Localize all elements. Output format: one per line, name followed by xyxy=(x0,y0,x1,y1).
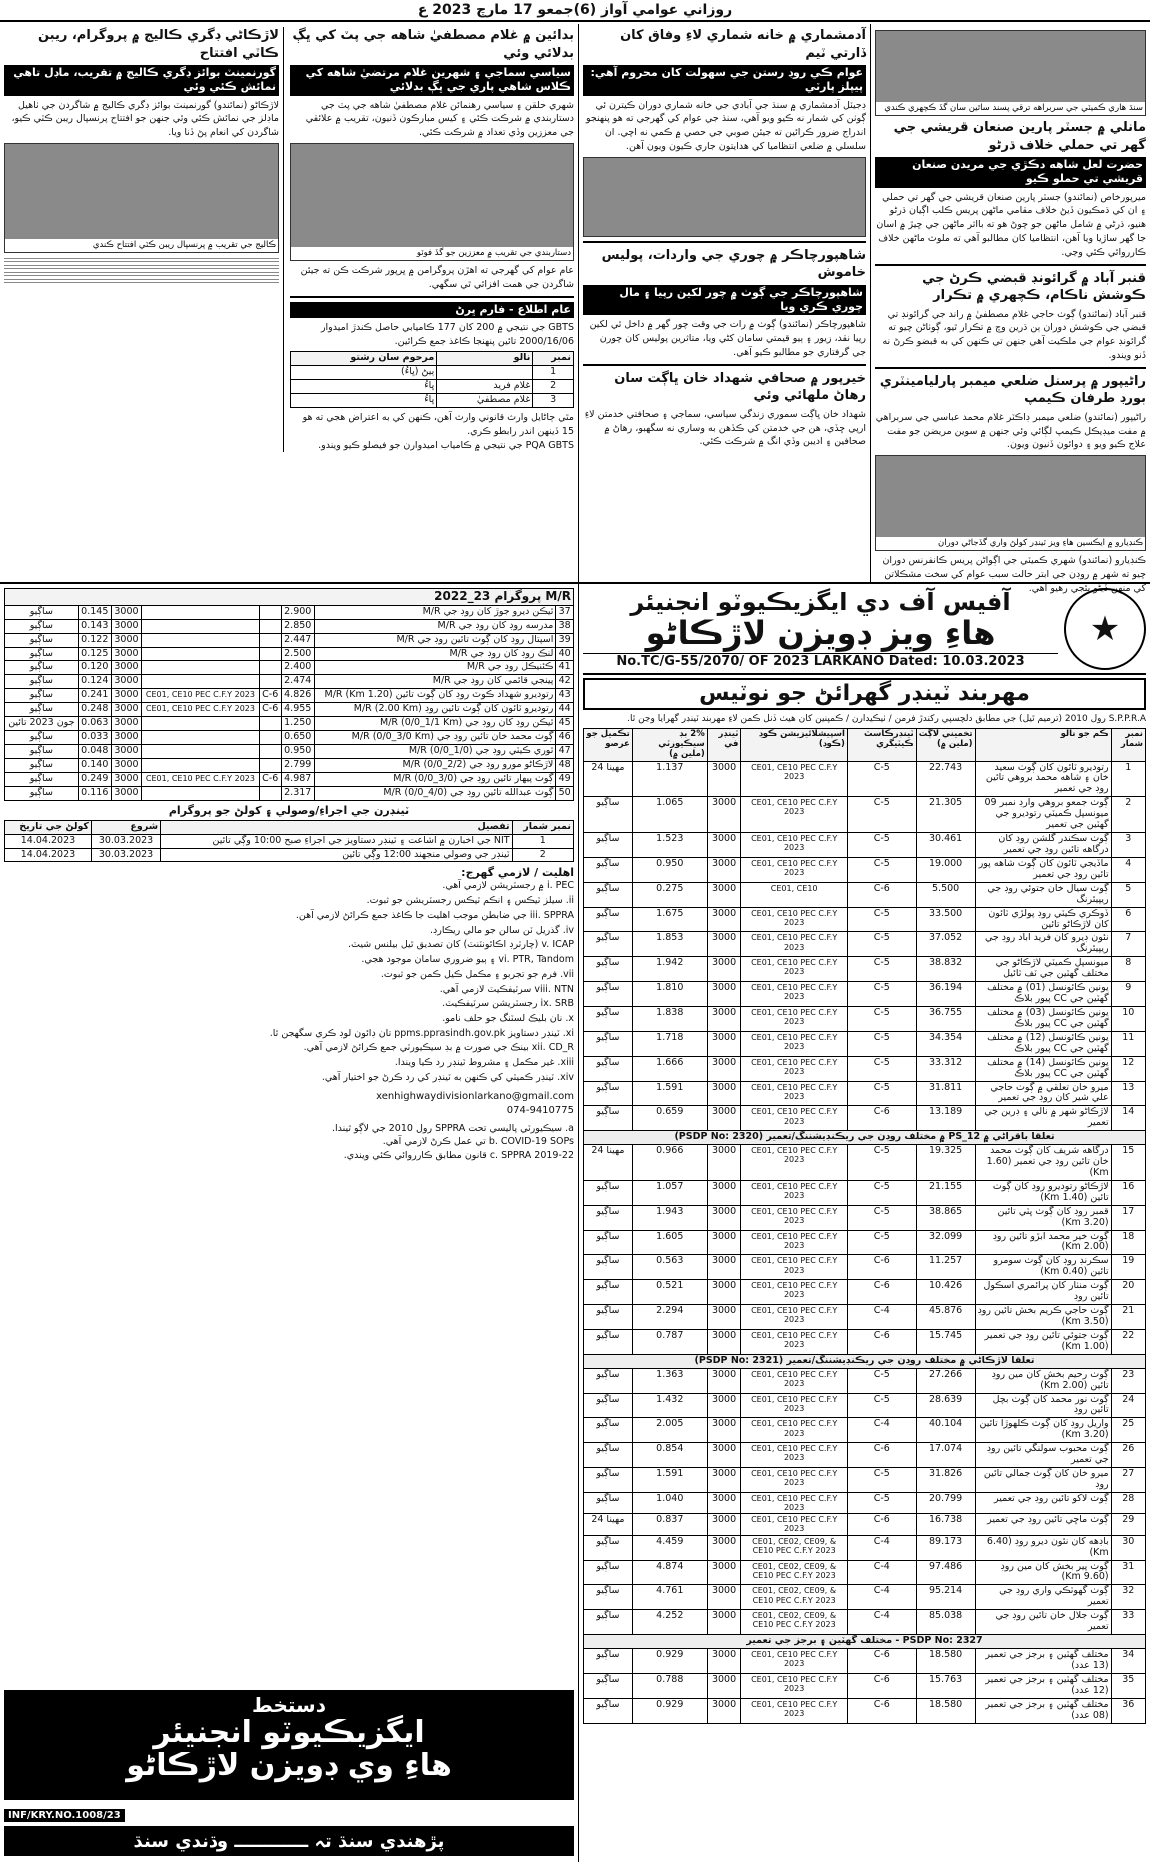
headline: قنبر آباد ۾ گرائونڊ قبضي ڪرڻ جي ڪوشش ناڪام، ڪچهري ۾ تڪرار xyxy=(922,270,1146,304)
tender-main-panel xyxy=(578,584,1150,1862)
table-row: 41 ڪئنيڪل روڊ جي M/R 2.400 3000 0.120 ساڳيو xyxy=(5,661,574,675)
table-row: 38 مدرسه روڊ کان روڊ جي M/R 2.850 3000 0.143 ساڳيو xyxy=(5,619,574,633)
table-row: 7 نئون ڊيرو کان فريد آباد روڊ جي ريپيئرنگ 37.052 C-5 CE01, CE10 PEC C.F.Y 2023 3000 1.853 ساڳيو xyxy=(584,932,1146,957)
column-header: نمبر شمار xyxy=(1111,729,1145,761)
condition-item: viii. NTN سرٽيفڪيٽ لازمي آهي. xyxy=(439,983,574,995)
signature-block: دستخط ايگزيڪيوٽو انجنيئر هاءِ وي ڊويزن لاڙڪاڻو xyxy=(4,1690,574,1800)
table-row: 16 لاڙڪاڻو رتوديرو روڊ کان ڳوٺ تائين (1.40 Km) 21.155 C-5 CE01, CE10 PEC C.F.Y 2023 3000 1.057 ساڳيو xyxy=(584,1180,1146,1205)
table-row: 39 اسپتال روڊ کان ڳوٺ تائين روڊ جي M/R 2.447 3000 0.122 ساڳيو xyxy=(5,633,574,647)
table-row: 34 مختلف گهٽين ۽ برجز جي تعمير (13 عدد) 18.580 C-6 CE01, CE10 PEC C.F.Y 2023 3000 0.929 ساڳيو xyxy=(584,1648,1146,1673)
article-body: ميرپورخاص (نمائندو) جسٽر پارين صنعان قريشي جي گهر تي حملي ۽ ان کي ڌمڪيون ڏيڻ خلاف مقامي ماڻهن پريس ڪلب اڳيان ڌرڻو هنيو، ڌرڻي ۾ شامل ماڻهن جو چوڻ هو ته بااثر ماڻهن جي ڇيڙ ۾ اسان جا گهر ساڙيا ويا آهن، انتظاميا کان مطالبو آهي ته ملوث ماڻهن خلاف ڪارروائي ڪئي وڃي. xyxy=(876,191,1146,258)
article-body: شهري حلقن ۽ سياسي رهنمائن غلام مصطفيٰ شاهه جي پٽ جي دستاربندي ۾ شرڪت ڪئي ۽ کيس مبارڪون ڏنيون، تقريب ۾ علائقي جي معززين وڏي تعداد ۾ شرڪت ڪئي. xyxy=(305,99,574,139)
news-photo: ڪنڊيارو ۾ ايڪسين هاءِ ويز ٽينڊر کولڻ واري گڏجاڻي دوران xyxy=(875,455,1146,551)
government-seal-icon: ★ xyxy=(1064,588,1146,670)
table-row: 18 ڳوٺ خير محمد ابڙو تائين روڊ (2.00 Km) 32.099 C-5 CE01, CE10 PEC C.F.Y 2023 3000 1.605 ساڳيو xyxy=(584,1230,1146,1255)
subheadline: عوام ڪي روڊ رستن جي سهولت کان محروم آهي: پيپلز پارٽي xyxy=(583,65,866,96)
table-row: 1 ٻيڻ (ڀاءُ) xyxy=(291,366,574,380)
reference-number: No.TC/G-55/2070/ OF 2023 LARKANO Dated: 10.03.2023 xyxy=(583,653,1058,669)
table-row: 44 رتوديرو ٽائون کان ڳوٺ تائين روڊ M/R (2.00 Km) 4.955 C-6 CE01, CE10 PEC C.F.Y 2023 3000 0.248 ساڳيو xyxy=(5,703,574,717)
table-row: 28 ڳوٺ لاکو تائين روڊ جي تعمير 20.799 C-5 CE01, CE10 PEC C.F.Y 2023 3000 1.040 ساڳيو xyxy=(584,1492,1146,1513)
column-header: ٽينڊرڪاسٽ ڪيٽيگري xyxy=(847,729,916,761)
table-row: 2 ٽينڊر جي وصولي منجهند 12:00 وڳي تائين 30.03.2023 14.04.2023 xyxy=(5,848,574,862)
condition-item: iii. SPPRA جي ضابطن موجب اهليت جا ڪاغذ جمع ڪرائڻ لازمي آهن. xyxy=(295,909,574,921)
subheadline: حضرت لعل شاهه دڪڙي جي مريدن صنعان قريشي تي حملو ڪيو xyxy=(875,157,1146,188)
table-row: 30 باڊهه کان نئون ديرو روڊ (6.40 Km) 89.173 C-4 CE01, CE02, CE09, & CE10 PEC C.F.Y 2023 3000 4.459 ساڳيو xyxy=(584,1535,1146,1560)
table-row: 25 واريل روڊ کان ڳوٺ ڪلهوڙا تائين (3.20 Km) 40.104 C-4 CE01, CE10 PEC C.F.Y 2023 3000 2.005 ساڳيو xyxy=(584,1418,1146,1443)
notice-title: مهربند ٽينڊر گهرائڻ جو نوٽيس xyxy=(583,678,1146,710)
table-row: 4 ماڏيجي ٽائون کان ڳوٺ شاهه پور تائين روڊ جي تعمير 19.000 C-5 CE01, CE10 PEC C.F.Y 2023 3000 0.950 ساڳيو xyxy=(584,857,1146,882)
table-row: 33 ڳوٺ جلال خان تائين روڊ جي تعمير 85.038 C-4 CE01, CE02, CE09, & CE10 PEC C.F.Y 2023 3000 4.252 ساڳيو xyxy=(584,1610,1146,1635)
table-row: 5 ڳوٺ سيال خان جتوئي روڊ جي ريپيئرنگ 5.500 C-6 CE01, CE10 3000 0.275 ساڳيو xyxy=(584,882,1146,907)
table-row: 10 يونين ڪائونسل (03) ۾ مختلف گهٽين جي CC پيور بلاڪ 36.755 C-5 CE01, CE10 PEC C.F.Y 2023 3000 1.838 ساڳيو xyxy=(584,1006,1146,1031)
column-header: ٽينڊر في xyxy=(707,729,741,761)
article-body: ڪنڊيارو (نمائندو) شهري ڪميٽي جي اڳواڻن پريس ڪانفرنس دوران چيو ته شهر ۾ روڊن جي ابتر حالت سبب عوام کي سخت مشڪلاتن کي منهن ڏيڻو پئجي رهيو آهي. xyxy=(882,555,1146,594)
table-row: 32 ڳوٺ گهوٽڪي واري روڊ جي تعمير 95.214 C-4 CE01, CE02, CE09, & CE10 PEC C.F.Y 2023 3000 4.761 ساڳيو xyxy=(584,1585,1146,1610)
schedule-table: نمبر شمار تفصيل شروع کولڻ جي تاريخ 1 NIT جي اخبارن ۾ اشاعت ۽ ٽينڊر دستاويز جي اجراءِ صبح 10:00 وڳي تائين 30.03.2023 14.04.2023 2 ٽينڊر جي وصولي منجهند 12:00 وڳي تائين 30.03.2023 14.04.2023 xyxy=(4,820,574,863)
notice-intro: S.P.P.R.A رول 2010 (ترميم ٿيل) جي مطابق دلچسپي رکندڙ فرمن / ٺيڪيدارن / ڪمپنين کان هيٺ ڏنل ڪمن لاءِ مهربند ٽينڊر گهرايا وڃن ٿا. xyxy=(627,714,1146,725)
table-row: 31 ڳوٺ پير بخش کان مين روڊ (9.60 Km) 97.486 C-4 CE01, CE02, CE09, & CE10 PEC C.F.Y 2023 3000 4.874 ساڳيو xyxy=(584,1560,1146,1585)
headline: لاڙڪاڻي ڊگري ڪاليج ۾ پروگرام، ريبن ڪاٽي افتتاح xyxy=(37,28,279,61)
office-title: آفيس آف دي ايگزيڪيوٽو انجنيئر xyxy=(630,588,1011,617)
news-photo: دستاربندي جي تقريب ۾ معززين جو گڏ فوٽو xyxy=(290,143,574,261)
column-header: ڪم جو نالو xyxy=(975,729,1111,761)
news-column-3 xyxy=(0,24,578,582)
tender-side-panel xyxy=(0,584,578,1862)
news-photo: ڪاليج جي تقريب ۾ پرنسپال ريبن ڪٽي افتتاح ڪندي xyxy=(4,143,279,253)
heirs-table: نمبر نالو مرحوم سان رشتو 1 ٻيڻ (ڀاءُ) 2 غلام فريد ڀاءُ 3 غلام مصطفيٰ ڀاءُ xyxy=(290,351,574,408)
contact-phone: 074-9410775 xyxy=(506,1105,574,1117)
column-header: تخميني لاڳت (ملين ۾) xyxy=(916,729,975,761)
table-row: 2 ڳوٺ جمعو بروهي وارڊ نمبر 09 ميونسپل ڪميٽي رتوديرو جي گهٽين جي تعمير 21.305 C-5 CE01, CE10 PEC C.F.Y 2023 3000 1.065 ساڳيو xyxy=(584,797,1146,833)
table-row: 29 ڳوٺ ماڇي تائين روڊ جي تعمير 16.738 C-6 CE01, CE10 PEC C.F.Y 2023 3000 0.837 24 مهينا xyxy=(584,1514,1146,1535)
headline: راڻيپور ۾ پرسنل ضلعي ميمبر پارليامينٽري بورڊ طرفان ڪيمپ xyxy=(879,373,1146,407)
condition-item: vii. فرم جو تجربو ۽ مڪمل ڪيل ڪمن جو ثبوت. xyxy=(380,968,574,980)
condition-item: vi. PTR, Tandom ۽ ٻيو ضروري سامان موجود هجي. xyxy=(361,954,574,966)
table-row: 17 قمبر روڊ کان ڳوٺ ڀٽي تائين (3.20 Km) 38.865 C-5 CE01, CE10 PEC C.F.Y 2023 3000 1.943 ساڳيو xyxy=(584,1205,1146,1230)
tender-table xyxy=(583,728,1146,1723)
table-row: 1 رتوديرو ٽائون کان ڳوٺ سعيد خان ۽ شاهه محمد بروهي تائين روڊ جي تعمير 22.743 C-5 CE01, CE10 PEC C.F.Y 2023 3000 1.137 24 مهينا xyxy=(584,761,1146,797)
section-row: PSDP No: 2327 - مختلف گهٽين ۽ برجز جي تعمير xyxy=(584,1635,1146,1649)
table-row: 27 ميرو خان کان ڳوٺ جمالي تائين روڊ 31.826 C-5 CE01, CE10 PEC C.F.Y 2023 3000 1.591 ساڳيو xyxy=(584,1468,1146,1493)
article-body: لاڙڪاڻو (نمائندو) گورنمينٽ بوائز ڊگري ڪاليج ۾ شاگردن جي ٺاهيل ماڊلز جي نمائش ڪئي وئي جنهن جو افتتاح پرنسپال ريبن ڪٽي ڪيو، شاگردن کي انعام پڻ ڏنا ويا. xyxy=(11,99,279,139)
table-row: 15 درگاهه شريف کان ڳوٺ محمد خان تائين روڊ جي تعمير (1.60 Km) 19.325 C-5 CE01, CE10 PEC C.F.Y 2023 3000 0.966 24 مهينا xyxy=(584,1145,1146,1181)
table-row: 2 غلام فريد ڀاءُ xyxy=(291,380,574,394)
table-row: 50 ڳوٺ عبدالله تائين روڊ جي M/R (0/0_4/0) 2.317 3000 0.116 ساڳيو xyxy=(5,786,574,800)
notice-heading: عام اطلاع - فارم ڀرڻ xyxy=(290,302,574,318)
table-row: 23 ڳوٺ رحيم بخش کان مين روڊ تائين (2.00 Km) 27.266 C-5 CE01, CE10 PEC C.F.Y 2023 3000 1.363 ساڳيو xyxy=(584,1368,1146,1393)
condition-item: xi. ٽينڊر دستاويز ppms.pprasindh.gov.pk تان ڊائون لوڊ ڪري سگهجن ٿا. xyxy=(269,1027,574,1039)
footer-note: c. SPPRA 2019-22 قانون مطابق ڪارروائي ڪئي ويندي. xyxy=(343,1150,574,1162)
inf-number: INF/KRY.NO.1008/23 xyxy=(4,1809,125,1822)
mr-program-title: M/R پروگرام 23_2022 xyxy=(5,589,574,606)
condition-item: x. نان بليڪ لسٽنگ جو حلف نامو. xyxy=(442,1012,574,1024)
condition-item: v. ICAP (چارٽرڊ اڪائونٽنٽ) کان تصديق ٿيل بيلنس شيٽ. xyxy=(348,939,574,951)
table-row: 45 ٿيڪن روڊ کان روڊ جي M/R (0/0_1/1 Km) 1.250 3000 0.063 جون 2023 تائين xyxy=(5,717,574,731)
condition-item: iv. گذريل ٽن سالن جو مالي ريڪارڊ. xyxy=(430,924,574,936)
condition-item: xiv. ٽينڊر ڪميٽي کي ڪنهن به ٽينڊر کي رد ڪرڻ جو اختيار آهي. xyxy=(321,1071,574,1083)
headline: بدائين ۾ غلام مصطفيٰ شاهه جي پٽ کي ڀڳ بدلائي وئي xyxy=(292,28,574,61)
mr-program-table xyxy=(4,588,574,801)
table-row: 3 غلام مصطفيٰ ڀاءُ xyxy=(291,394,574,408)
table-row: 40 لنڪ روڊ کان روڊ جي M/R 2.500 3000 0.125 ساڳيو xyxy=(5,647,574,661)
condition-item: ii. سيلز ٽيڪس ۽ انڪم ٽيڪس رجسٽريشن جو ثبوت. xyxy=(366,895,574,907)
article-body: عام عوام کي گهرجي ته اهڙن پروگرامن ۾ ڀرپور شرڪت ڪن ته جيئن شاگردن جي همت افزائي ٿي سگهي. xyxy=(300,264,574,290)
footer-note: a. سيڪيورٽي پاليسي تحت SPPRA رول 2010 جي لاڳو ٿيندا. xyxy=(332,1122,574,1134)
table-row: 3 ڳوٺ سڪندر گلشن روڊ کان درگاهه تائين روڊ جي تعمير 30.461 C-5 CE01, CE10 PEC C.F.Y 2023 3000 1.523 ساڳيو xyxy=(584,833,1146,858)
article-body: PQA GBTS جي نتيجي ۾ ڪامياب اميدوارن جو فيصلو ڪيو ويندو. xyxy=(318,439,574,451)
table-row: 8 ميونسپل ڪميٽي لاڙڪاڻو جي مختلف گهٽين جي ٽف ٽائيل 38.832 C-5 CE01, CE10 PEC C.F.Y 2023 3000 1.942 ساڳيو xyxy=(584,957,1146,982)
article-body: راڻيپور (نمائندو) ضلعي ميمبر ڊاڪٽر غلام محمد عباسي جي سربراهي ۾ مفت ميڊيڪل ڪيمپ لڳائي وئي جنهن ۾ سوين مريضن جو مفت علاج ڪيو ويو ۽ دوائون ڏنيون ويون. xyxy=(875,411,1146,451)
tender-notice-ad xyxy=(0,582,1150,1860)
condition-item: i. PEC ۾ رجسٽريشن لازمي آهي. xyxy=(442,880,574,892)
column-header: 2% بڊ سيڪيورٽي (ملين ۾) xyxy=(632,729,707,761)
table-row: 46 ڳوٺ محمد خان تائين روڊ جي M/R (0/0_3/0 Km) 0.650 3000 0.033 ساڳيو xyxy=(5,731,574,745)
table-row: 22 ڳوٺ جتوئي تائين روڊ جي تعمير (1.00 Km) 15.745 C-6 CE01, CE10 PEC C.F.Y 2023 3000 0.787 ساڳيو xyxy=(584,1329,1146,1354)
column-header: تڪميل جو عرصو xyxy=(584,729,633,761)
section-row: تعلقا لاڙڪاڻي ۾ مختلف روڊن جي ريڪنڊيشننگ/تعمير (PSDP No: 2321) xyxy=(584,1354,1146,1368)
headline: خيرپور ۾ صحافي شهداد خان ڀاڳت سان رهاڻ ملهائي وئي xyxy=(614,370,866,404)
subheadline: شاهپورچاڪر جي ڳوٺ ۾ چور لکين رپيا ۽ مال چوري ڪري ويا xyxy=(583,285,866,316)
table-row: 1 NIT جي اخبارن ۾ اشاعت ۽ ٽينڊر دستاويز جي اجراءِ صبح 10:00 وڳي تائين 30.03.2023 14.04.2023 xyxy=(5,834,574,848)
table-row: 6 ڏوڪري ڪيٽي روڊ پولڙي ٽائون کان لاڙڪاڻو تائين 33.500 C-5 CE01, CE10 PEC C.F.Y 2023 3000 1.675 ساڳيو xyxy=(584,907,1146,932)
table-row: 47 ٿوري ڪيٽي روڊ جي M/R (0/0_1/0) 0.950 3000 0.048 ساڳيو xyxy=(5,745,574,759)
table-row: 36 مختلف گهٽين ۽ برجز جي تعمير (08 عدد) 18.580 C-6 CE01, CE10 PEC C.F.Y 2023 3000 0.929 ساڳيو xyxy=(584,1698,1146,1723)
condition-item: xii. CD_R بينڪ جي صورت ۾ بڊ سيڪيورٽي جمع ڪرائڻ لازمي آهي. xyxy=(303,1042,574,1054)
condition-item: ix. SRB رجسٽريشن سرٽيفڪيٽ. xyxy=(442,998,574,1010)
table-row: 26 ڳوٺ محبوب سولنگي تائين روڊ جي تعمير 17.074 C-6 CE01, CE10 PEC C.F.Y 2023 3000 0.854 ساڳيو xyxy=(584,1443,1146,1468)
table-row: 42 پينجي قائمي کان روڊ جي M/R 2.474 3000 0.124 ساڳيو xyxy=(5,675,574,689)
news-column-2 xyxy=(578,24,870,582)
headline: مانلي ۾ جسٽر پارين صنعان قريشي جي گهر تي حملي خلاف ڌرڻو xyxy=(893,120,1146,153)
footer-slogan: پڙهندي سنڌ تہ ــــــــــــ وڌندي سنڌ xyxy=(4,1826,574,1856)
table-row: 20 ڳوٺ منٺار کان پرائمري اسڪول تائين روڊ 10.426 C-6 CE01, CE10 PEC C.F.Y 2023 3000 0.521 ساڳيو xyxy=(584,1280,1146,1305)
section-row: تعلقا باقراڻي ۾ PS_12 ۾ مختلف روڊن جي ريڪنڊيشننگ/تعمير (PSDP No: 2320) xyxy=(584,1131,1146,1145)
schedule-title: ٽينڊرن جي اجراءِ/وصولي ۽ کولڻ جو پروگرام xyxy=(168,803,410,817)
condition-item: xiii. غير مڪمل ۽ مشروط ٽينڊر رد ڪيا ويندا. xyxy=(394,1057,574,1069)
contact-email: xenhighwaydivisionlarkano@gmail.com xyxy=(376,1090,574,1102)
division-title: هاءِ ويز ڊويزن لاڙڪاڻو xyxy=(645,613,996,652)
article-body: ڊجيٽل آدمشماري ۾ سنڌ جي آبادي جي خانه شماري دوران ڪيترن ئي ڳوٺن کي شمار نه ڪيو ويو آهي، سنڌ جي عوام کي گهرجي ته هو پنهنجو اندراج ضرور ڪرائين ته جيئن صوبي جي حصي ۾ ڪمي نه اچي. ان سلسلي ۾ ضلعي انتظاميا کي هدايتون جاري ڪيون ويون آهن. xyxy=(585,99,866,152)
table-row: 43 رتوديرو شهداد ڪوٽ روڊ کان ڳوٺ تائين (1.20 Km) M/R 4.826 C-6 CE01, CE10 PEC C.F.Y 2023 3000 0.241 ساڳيو xyxy=(5,689,574,703)
article-body: قنبر آباد (نمائندو) ڳوٺ حاجي غلام مصطفيٰ ۾ راند جي گرائونڊ تي قبضي جي ڪوشش دوران ٻن ڌرين وچ ۾ تڪرار ٿيو، ڳوٺاڻن چيو ته گرائونڊ عوام جي ملڪيت آهي جنهن تي ڪنهن کي به قبضو ڪرڻ نه ڏنو ويندو. xyxy=(882,308,1146,361)
headline: شاهپورچاڪر ۾ چوري جي واردات، پوليس خاموش xyxy=(601,247,866,281)
article-body: شاهپورچاڪر (نمائندو) ڳوٺ ۾ رات جي وقت چور گهر ۾ داخل ٿي لکين رپيا نقد، زيور ۽ ٻيو قيمتي سامان کڻي ويا، متاثرين پوليس کان چورن جي گرفتاري جو مطالبو ڪيو آهي. xyxy=(589,319,866,358)
notice-body: GBTS جي نتيجي ۾ 200 کان 177 ڪاميابي حاصل ڪندڙ اميدوار 2000/16/06 تائين پنهنجا ڪاغذ جمع ڪرائين. xyxy=(320,321,574,347)
article-body: مٿي ڄاڻايل وارث قانوني وارث آهن، ڪنهن کي به اعتراض هجي ته هو 15 ڏينهن اندر رابطو ڪري. xyxy=(302,412,574,437)
conditions-title: اهليت / لازمي گهرج: xyxy=(461,866,574,880)
contact-block xyxy=(4,1090,574,1119)
table-row: 48 لاڙڪاڻو مورو روڊ جي M/R (0/0_2/2) 2.799 3000 0.140 ساڳيو xyxy=(5,758,574,772)
table-row: 35 مختلف گهٽين ۽ برجز جي تعمير (12 عدد) 15.763 C-6 CE01, CE10 PEC C.F.Y 2023 3000 0.788 ساڳيو xyxy=(584,1673,1146,1698)
column-header: اسپيشلائيزيشن ڪوڊ (ڪوڊ) xyxy=(741,729,847,761)
table-row: 9 يونين ڪائونسل (01) ۾ مختلف گهٽين جي CC پيور بلاڪ 36.194 C-5 CE01, CE10 PEC C.F.Y 2023 3000 1.810 ساڳيو xyxy=(584,982,1146,1007)
article-body: شهداد خان ڀاڳت سموري زندگي سياسي، سماجي ۽ صحافتي خدمتن لاءِ ارپي ڇڏي، هن جي خدمتن کي ڪڏهن به وساري نه سگهبو، رهاڻ ۾ صحافين ۽ اديبن وڏي انگ ۾ شرڪت ڪئي. xyxy=(584,408,866,448)
table-row: 37 ٿيڪن ديرو جوڙ کان روڊ جي M/R 2.900 3000 0.145 ساڳيو xyxy=(5,605,574,619)
footer-note: b. COVID-19 SOPs تي عمل ڪرڻ لازمي آهي. xyxy=(382,1136,574,1148)
headline: آدمشماري ۾ خانه شماري لاءِ وفاق کان ڏارتي ٽيم xyxy=(620,28,866,61)
table-row: 19 سڪرنڊ روڊ کان ڳوٺ سومرو تائين (0.40 Km) 11.257 C-6 CE01, CE10 PEC C.F.Y 2023 3000 0.563 ساڳيو xyxy=(584,1255,1146,1280)
subheadline: گورنمينٽ بوائز ڊگري ڪاليج ۾ تقريب، ماڊل تاهي نمائش ڪئي وئي xyxy=(4,65,279,96)
news-photo: سنڌ هاري ڪميٽي جي سربراهه ترقي پسند ساٿين سان گڏ ڪچهري ڪندي xyxy=(875,30,1146,116)
newspaper-masthead: روزاني عوامي آواز (6)جمعو 17 مارچ 2023 ع xyxy=(0,0,1150,22)
footer-notes xyxy=(4,1122,574,1163)
table-row: 24 ڳوٺ نور محمد کان ڳوٺ بچل تائين روڊ 28.639 C-5 CE01, CE10 PEC C.F.Y 2023 3000 1.432 ساڳيو xyxy=(584,1393,1146,1418)
table-row: 14 لاڙڪاڻو شهر ۾ نالي ۽ ڊرين جي تعمير 13.189 C-6 CE01, CE10 PEC C.F.Y 2023 3000 0.659 ساڳيو xyxy=(584,1106,1146,1131)
table-row: 11 يونين ڪائونسل (12) ۾ مختلف گهٽين جي CC پيور بلاڪ 34.354 C-5 CE01, CE10 PEC C.F.Y 2023 3000 1.718 ساڳيو xyxy=(584,1031,1146,1056)
news-photo xyxy=(583,157,866,237)
table-row: 13 ميرو خان تعلقي ۾ ڳوٺ حاجي علي شير کان روڊ جي تعمير 31.811 C-5 CE01, CE10 PEC C.F.Y 2023 3000 1.591 ساڳيو xyxy=(584,1081,1146,1106)
table-row: 21 ڳوٺ حاجي ڪريم بخش تائين روڊ (3.50 Km) 45.876 C-4 CE01, CE10 PEC C.F.Y 2023 3000 2.294 ساڳيو xyxy=(584,1305,1146,1330)
table-row: 49 ڳوٺ پيهار تائين روڊ جي M/R (0/0_3/0) 4.987 C-6 CE01, CE10 PEC C.F.Y 2023 3000 0.249 ساڳيو xyxy=(5,772,574,786)
conditions-list xyxy=(4,879,574,1085)
table-row: 12 يونين ڪائونسل (14) ۾ مختلف گهٽين جي CC پيور بلاڪ 33.312 C-5 CE01, CE10 PEC C.F.Y 2023 3000 1.666 ساڳيو xyxy=(584,1056,1146,1081)
news-column-1 xyxy=(870,24,1150,594)
subheadline: سياسي سماجي ۽ شهرين غلام مرتضيٰ شاهه کي ڪلاس شاهي پاري جي ڀڳ بدلائي xyxy=(290,65,574,96)
